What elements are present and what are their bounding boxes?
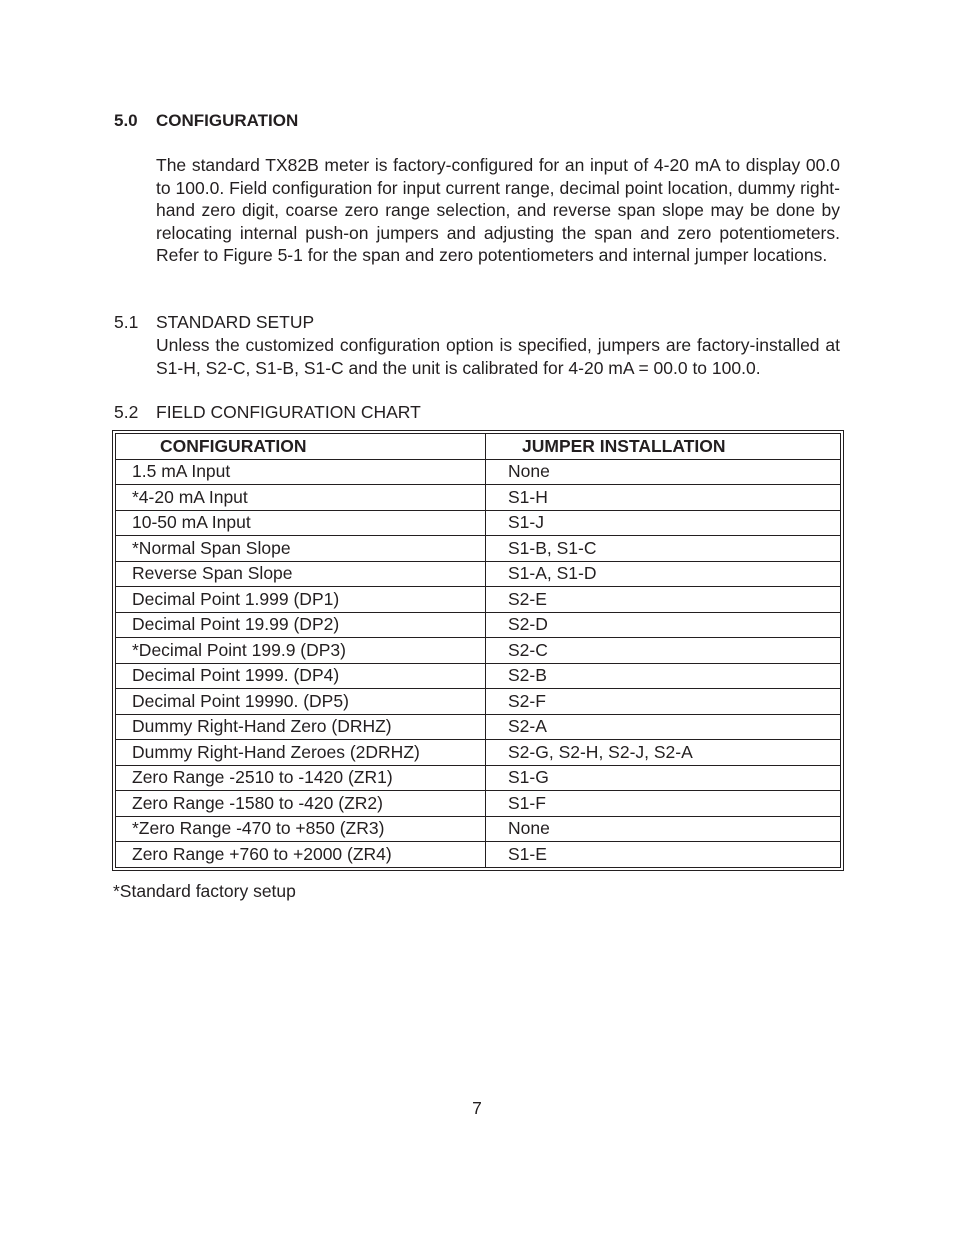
field-configuration-table bbox=[112, 430, 844, 871]
section-number-5-0: 5.0 bbox=[114, 111, 138, 130]
configuration-cell: *Decimal Point 199.9 (DP3) bbox=[116, 638, 486, 664]
jumper-cell: S1-H bbox=[486, 485, 841, 511]
configuration-cell: *4-20 mA Input bbox=[116, 485, 486, 511]
jumper-cell: S2-C bbox=[486, 638, 841, 664]
section-title-configuration: CONFIGURATION bbox=[156, 111, 299, 130]
jumper-cell: None bbox=[486, 459, 841, 485]
configuration-cell: 10-50 mA Input bbox=[116, 510, 486, 536]
configuration-cell: Zero Range -1580 to -420 (ZR2) bbox=[116, 791, 486, 817]
table-row bbox=[116, 714, 841, 740]
table-row bbox=[116, 510, 841, 536]
jumper-cell: S1-B, S1-C bbox=[486, 536, 841, 562]
jumper-cell: S2-E bbox=[486, 587, 841, 613]
table-row bbox=[116, 485, 841, 511]
jumper-cell: S2-F bbox=[486, 689, 841, 715]
jumper-cell: S2-B bbox=[486, 663, 841, 689]
jumper-cell: S1-E bbox=[486, 842, 841, 868]
table-header-row bbox=[116, 434, 841, 460]
table-row bbox=[116, 612, 841, 638]
configuration-cell: Decimal Point 1999. (DP4) bbox=[116, 663, 486, 689]
page-number: 7 bbox=[472, 1098, 482, 1118]
section-number-5-1: 5.1 bbox=[114, 312, 139, 332]
configuration-cell: *Zero Range -470 to +850 (ZR3) bbox=[116, 816, 486, 842]
configuration-cell: Zero Range -2510 to -1420 (ZR1) bbox=[116, 765, 486, 791]
configuration-cell: Decimal Point 19990. (DP5) bbox=[116, 689, 486, 715]
table-row bbox=[116, 689, 841, 715]
table-row bbox=[116, 638, 841, 664]
table-row bbox=[116, 842, 841, 868]
table-row bbox=[116, 587, 841, 613]
configuration-cell: Zero Range +760 to +2000 (ZR4) bbox=[116, 842, 486, 868]
section-title-field-configuration-chart: FIELD CONFIGURATION CHART bbox=[156, 402, 421, 422]
header-jumper-installation: JUMPER INSTALLATION bbox=[486, 434, 841, 460]
table-row bbox=[116, 459, 841, 485]
configuration-cell: Dummy Right-Hand Zeroes (2DRHZ) bbox=[116, 740, 486, 766]
configuration-cell: Decimal Point 19.99 (DP2) bbox=[116, 612, 486, 638]
configuration-cell: Dummy Right-Hand Zero (DRHZ) bbox=[116, 714, 486, 740]
jumper-cell: S1-G bbox=[486, 765, 841, 791]
table-row bbox=[116, 536, 841, 562]
footnote: *Standard factory setup bbox=[113, 881, 296, 901]
header-configuration: CONFIGURATION bbox=[116, 434, 486, 460]
jumper-cell: S2-A bbox=[486, 714, 841, 740]
configuration-paragraph: The standard TX82B meter is factory-configured for an input of 4-20 mA to display 00.0 to 100.0. Field configuration for input current range, decimal point location, dummy right-hand zero digit, coarse zero range selection, and reverse span slope may be done by relocating internal push-on jumpers and adjusting the span and zero potentiometers. Refer to Figure 5-1 for the span and zero potentiometers and internal jumper locations. bbox=[156, 155, 840, 266]
jumper-cell: S2-G, S2-H, S2-J, S2-A bbox=[486, 740, 841, 766]
section-number-5-2: 5.2 bbox=[114, 402, 139, 422]
table-row bbox=[116, 765, 841, 791]
table-row bbox=[116, 740, 841, 766]
configuration-cell: 1.5 mA Input bbox=[116, 459, 486, 485]
table-row bbox=[116, 561, 841, 587]
section-title-standard-setup: STANDARD SETUP bbox=[156, 312, 315, 332]
table-row bbox=[116, 791, 841, 817]
jumper-cell: S1-A, S1-D bbox=[486, 561, 841, 587]
configuration-cell: Decimal Point 1.999 (DP1) bbox=[116, 587, 486, 613]
standard-setup-paragraph: Unless the customized configuration option is specified, jumpers are factory-installed at S1-H, S2-C, S1-B, S1-C and the unit is calibrated for 4-20 mA = 00.0 to 100.0. bbox=[156, 335, 840, 378]
configuration-cell: Reverse Span Slope bbox=[116, 561, 486, 587]
table-row bbox=[116, 663, 841, 689]
configuration-cell: *Normal Span Slope bbox=[116, 536, 486, 562]
jumper-cell: S1-J bbox=[486, 510, 841, 536]
jumper-cell: S2-D bbox=[486, 612, 841, 638]
jumper-cell: None bbox=[486, 816, 841, 842]
table-row bbox=[116, 816, 841, 842]
jumper-cell: S1-F bbox=[486, 791, 841, 817]
